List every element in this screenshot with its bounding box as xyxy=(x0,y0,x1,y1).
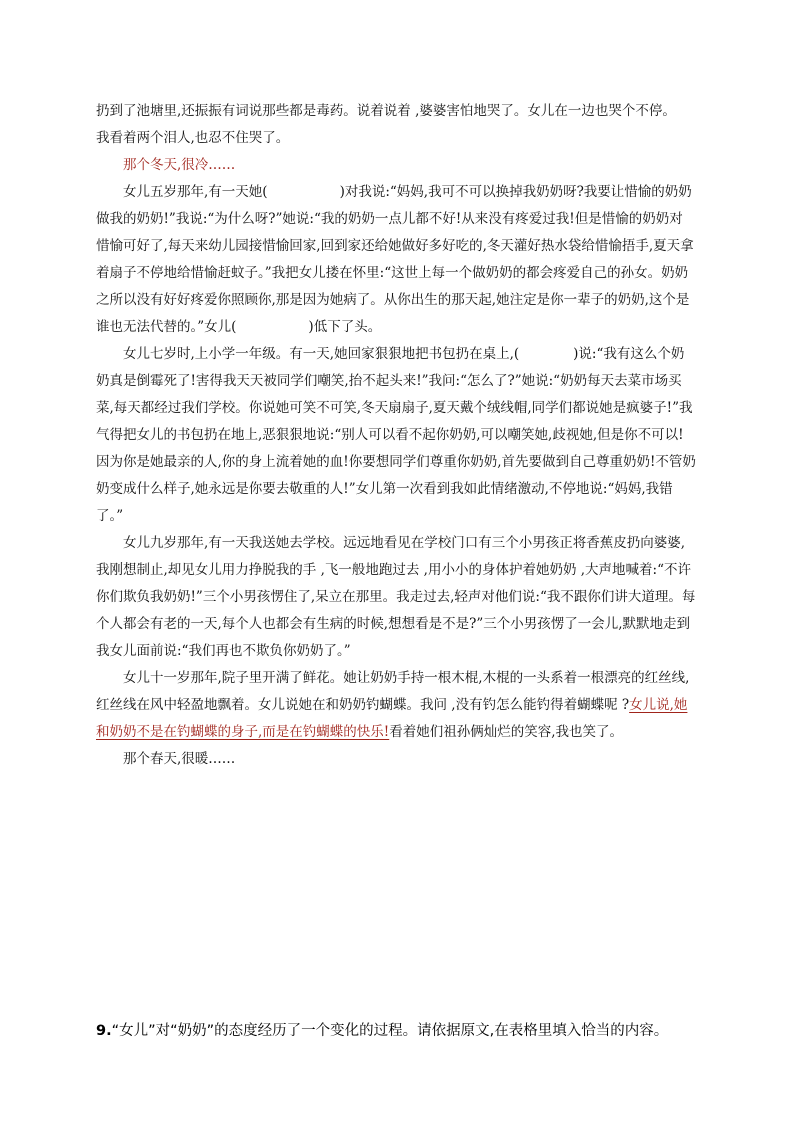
paragraph-age-seven xyxy=(96,341,696,530)
question-9 xyxy=(96,1018,696,1045)
spring-line: 那个春天,很暖…… xyxy=(123,751,236,767)
paragraph-2: 我看着两个泪人,也忍不住哭了。 xyxy=(96,130,290,146)
paragraph-age-five-part-b: )对我说:“妈妈,我可不可以换掉我奶奶呀?我要让惜愉的奶奶做我的奶奶!”我说:“为什么呀?”她说:“我的奶奶一点儿都不好!从来没有疼爱过我!但是惜愉的奶奶对惜愉可好了,每天来幼儿园接惜愉回家,回到家还给她做好多好吃的,冬天灌好热水袋给惜愉捂手,夏天拿着扇子不停地给惜愉赶蚊子。”我把女儿搂在怀里:“这世上每一个做奶奶的都会疼爱自己的孙女。奶奶之所以没有好好疼爱你照顾你,那是因为她病了。从你出生的那天起,她注定是你一辈子的奶奶,这个是谁也无法代替的。”女儿( xyxy=(96,184,694,335)
question-number: 9. xyxy=(96,1023,112,1039)
paragraph-age-eleven-part-c: 看着她们祖孙俩灿烂的笑容,我也笑了。 xyxy=(389,724,624,740)
article-body xyxy=(96,98,696,773)
paragraph-age-five xyxy=(96,179,696,341)
paragraph-age-seven-part-b: )说:“我有这么个奶奶真是倒霉死了!害得我天天被同学们嘲笑,抬不起头来!”我问:“怎么了?”她说:“奶奶每天去菜市场买菜,每天都经过我们学校。你说她可笑不可笑,冬天扇扇子,夏天戴个绒线帽,同学们都说她是疯婆子!”我气得把女儿的书包扔在地上,恶狠狠地说:“别人可以看不起你奶奶,可以嘲笑她,歧视她,但是你不可以!因为你是她最亲的人,你的身上流着她的血!你要想同学们尊重你奶奶,首先要做到自己尊重奶奶!不管奶奶变成什么样子,她永远是你要去敬重的人!”女儿第一次看到我如此情绪激动,不停地说:“妈妈,我错了。” xyxy=(96,346,696,524)
underlined-key-sentence: 女儿说,她和奶奶不是在钓蝴蝶的身子,而是在钓蝴蝶的快乐! xyxy=(96,697,688,740)
paragraph-age-seven-part-a: 女儿七岁时,上小学一年级。有一天,她回家狠狠地把书包扔在桌上,( xyxy=(123,346,520,362)
question-text: “女儿”对“奶奶”的态度经历了一个变化的过程。请依据原文,在表格里填入恰当的内容。 xyxy=(111,1023,669,1039)
paragraph-age-nine: 女儿九岁那年,有一天我送她去学校。远远地看见在学校门口有三个小男孩正将香蕉皮扔向婆婆,我刚想制止,却见女儿用力挣脱我的手 ,飞一般地跑过去 ,用小小的身体护着她奶奶 ,大声地喊着:“不许你们欺负我奶奶!”三个小男孩愣住了,呆立在那里。我走过去,轻声对他们说:“我不跟你们讲大道理。每个人都会有老的一天,每个人也都会有生病的时候,想想看是不是?”三个小男孩愣了一会儿,默默地走到我女儿面前说:“我们再也不欺负你奶奶了。” xyxy=(96,535,696,659)
paragraph-age-five-part-c: )低下了头。 xyxy=(308,319,382,335)
paragraph-age-five-part-a: 女儿五岁那年,有一天她( xyxy=(123,184,268,200)
paragraph-age-eleven-part-a: 女儿十一岁那年,院子里开满了鲜花。她让奶奶手持一根木棍,木棍的一头系着一根漂亮的红丝线,红丝线在风中轻盈地飘着。女儿说她在和奶奶钓蝴蝶。我问 ,没有钓怎么能钓得着蝴蝶呢 ? xyxy=(96,670,690,713)
paragraph-age-eleven xyxy=(96,665,696,746)
paragraph-1: 扔到了池塘里,还振振有词说那些都是毒药。说着说着 ,婆婆害怕地哭了。女儿在一边也哭个不停。 xyxy=(96,103,676,119)
winter-heading: 那个冬天,很冷…… xyxy=(123,157,236,173)
